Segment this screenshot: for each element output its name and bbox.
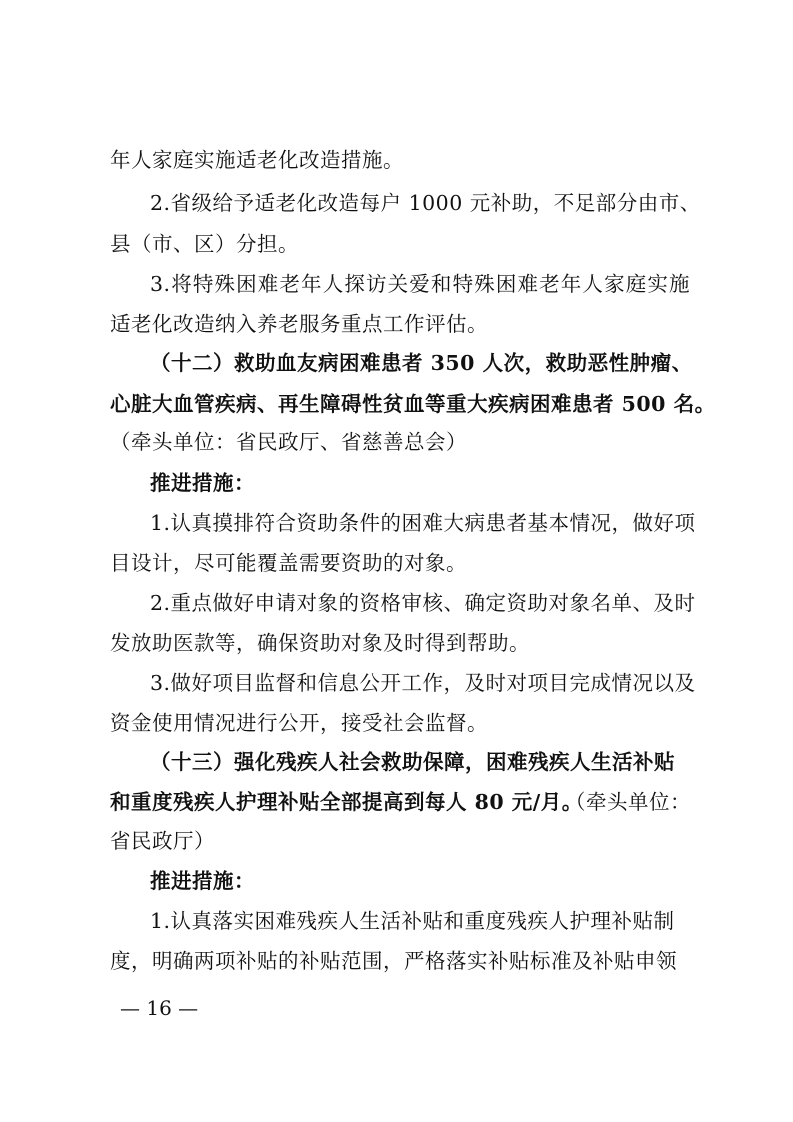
paragraph-line: 目设计，尽可能覆盖需要资助的对象。 bbox=[110, 551, 467, 575]
section-heading-line: 和重度残疾人护理补贴全部提高到每人 80 元/月。 bbox=[110, 790, 583, 814]
measures-heading: 推进措施： bbox=[150, 471, 255, 495]
section-heading-line: （十三）强化残疾人社会救助保障，困难残疾人生活补贴 bbox=[150, 750, 675, 774]
paragraph-line: 适老化改造纳入养老服务重点工作评估。 bbox=[110, 312, 488, 336]
section-heading-line: 心脏大血管疾病、再生障碍性贫血等重大疾病困难患者 500 名。 bbox=[110, 392, 716, 416]
paragraph-line: 年人家庭实施适老化改造措施。 bbox=[110, 148, 404, 172]
lead-unit-line: （牵头单位： bbox=[565, 790, 691, 814]
paragraph-line: 3.做好项目监督和信息公开工作，及时对项目完成情况以及 bbox=[150, 671, 696, 695]
paragraph-line: 1.认真落实困难残疾人生活补贴和重度残疾人护理补贴制 bbox=[150, 909, 675, 933]
lead-unit-line: （牵头单位：省民政厅、省慈善总会） bbox=[110, 430, 467, 454]
page-number: — 16 — bbox=[120, 996, 199, 1020]
paragraph-line: 发放助医款等，确保资助对象及时得到帮助。 bbox=[110, 631, 530, 655]
paragraph-line: 3.将特殊困难老年人探访关爱和特殊困难老年人家庭实施 bbox=[150, 272, 690, 296]
paragraph-line: 2.重点做好申请对象的资格审核、确定资助对象名单、及时 bbox=[150, 591, 696, 615]
paragraph-line: 1.认真摸排符合资助条件的困难大病患者基本情况，做好项 bbox=[150, 511, 696, 535]
measures-heading: 推进措施： bbox=[150, 869, 255, 893]
paragraph-line: 2.省级给予适老化改造每户 1000 元补助，不足部分由市、 bbox=[150, 191, 701, 215]
section-heading-line: （十二）救助血友病困难患者 350 人次，救助恶性肿瘤、 bbox=[150, 351, 693, 375]
paragraph-line: 资金使用情况进行公开，接受社会监督。 bbox=[110, 711, 488, 735]
paragraph-line: 县（市、区）分担。 bbox=[110, 232, 299, 256]
paragraph-line: 度，明确两项补贴的补贴范围，严格落实补贴标准及补贴申领 bbox=[110, 949, 677, 973]
lead-unit-line: 省民政厅） bbox=[110, 829, 215, 853]
